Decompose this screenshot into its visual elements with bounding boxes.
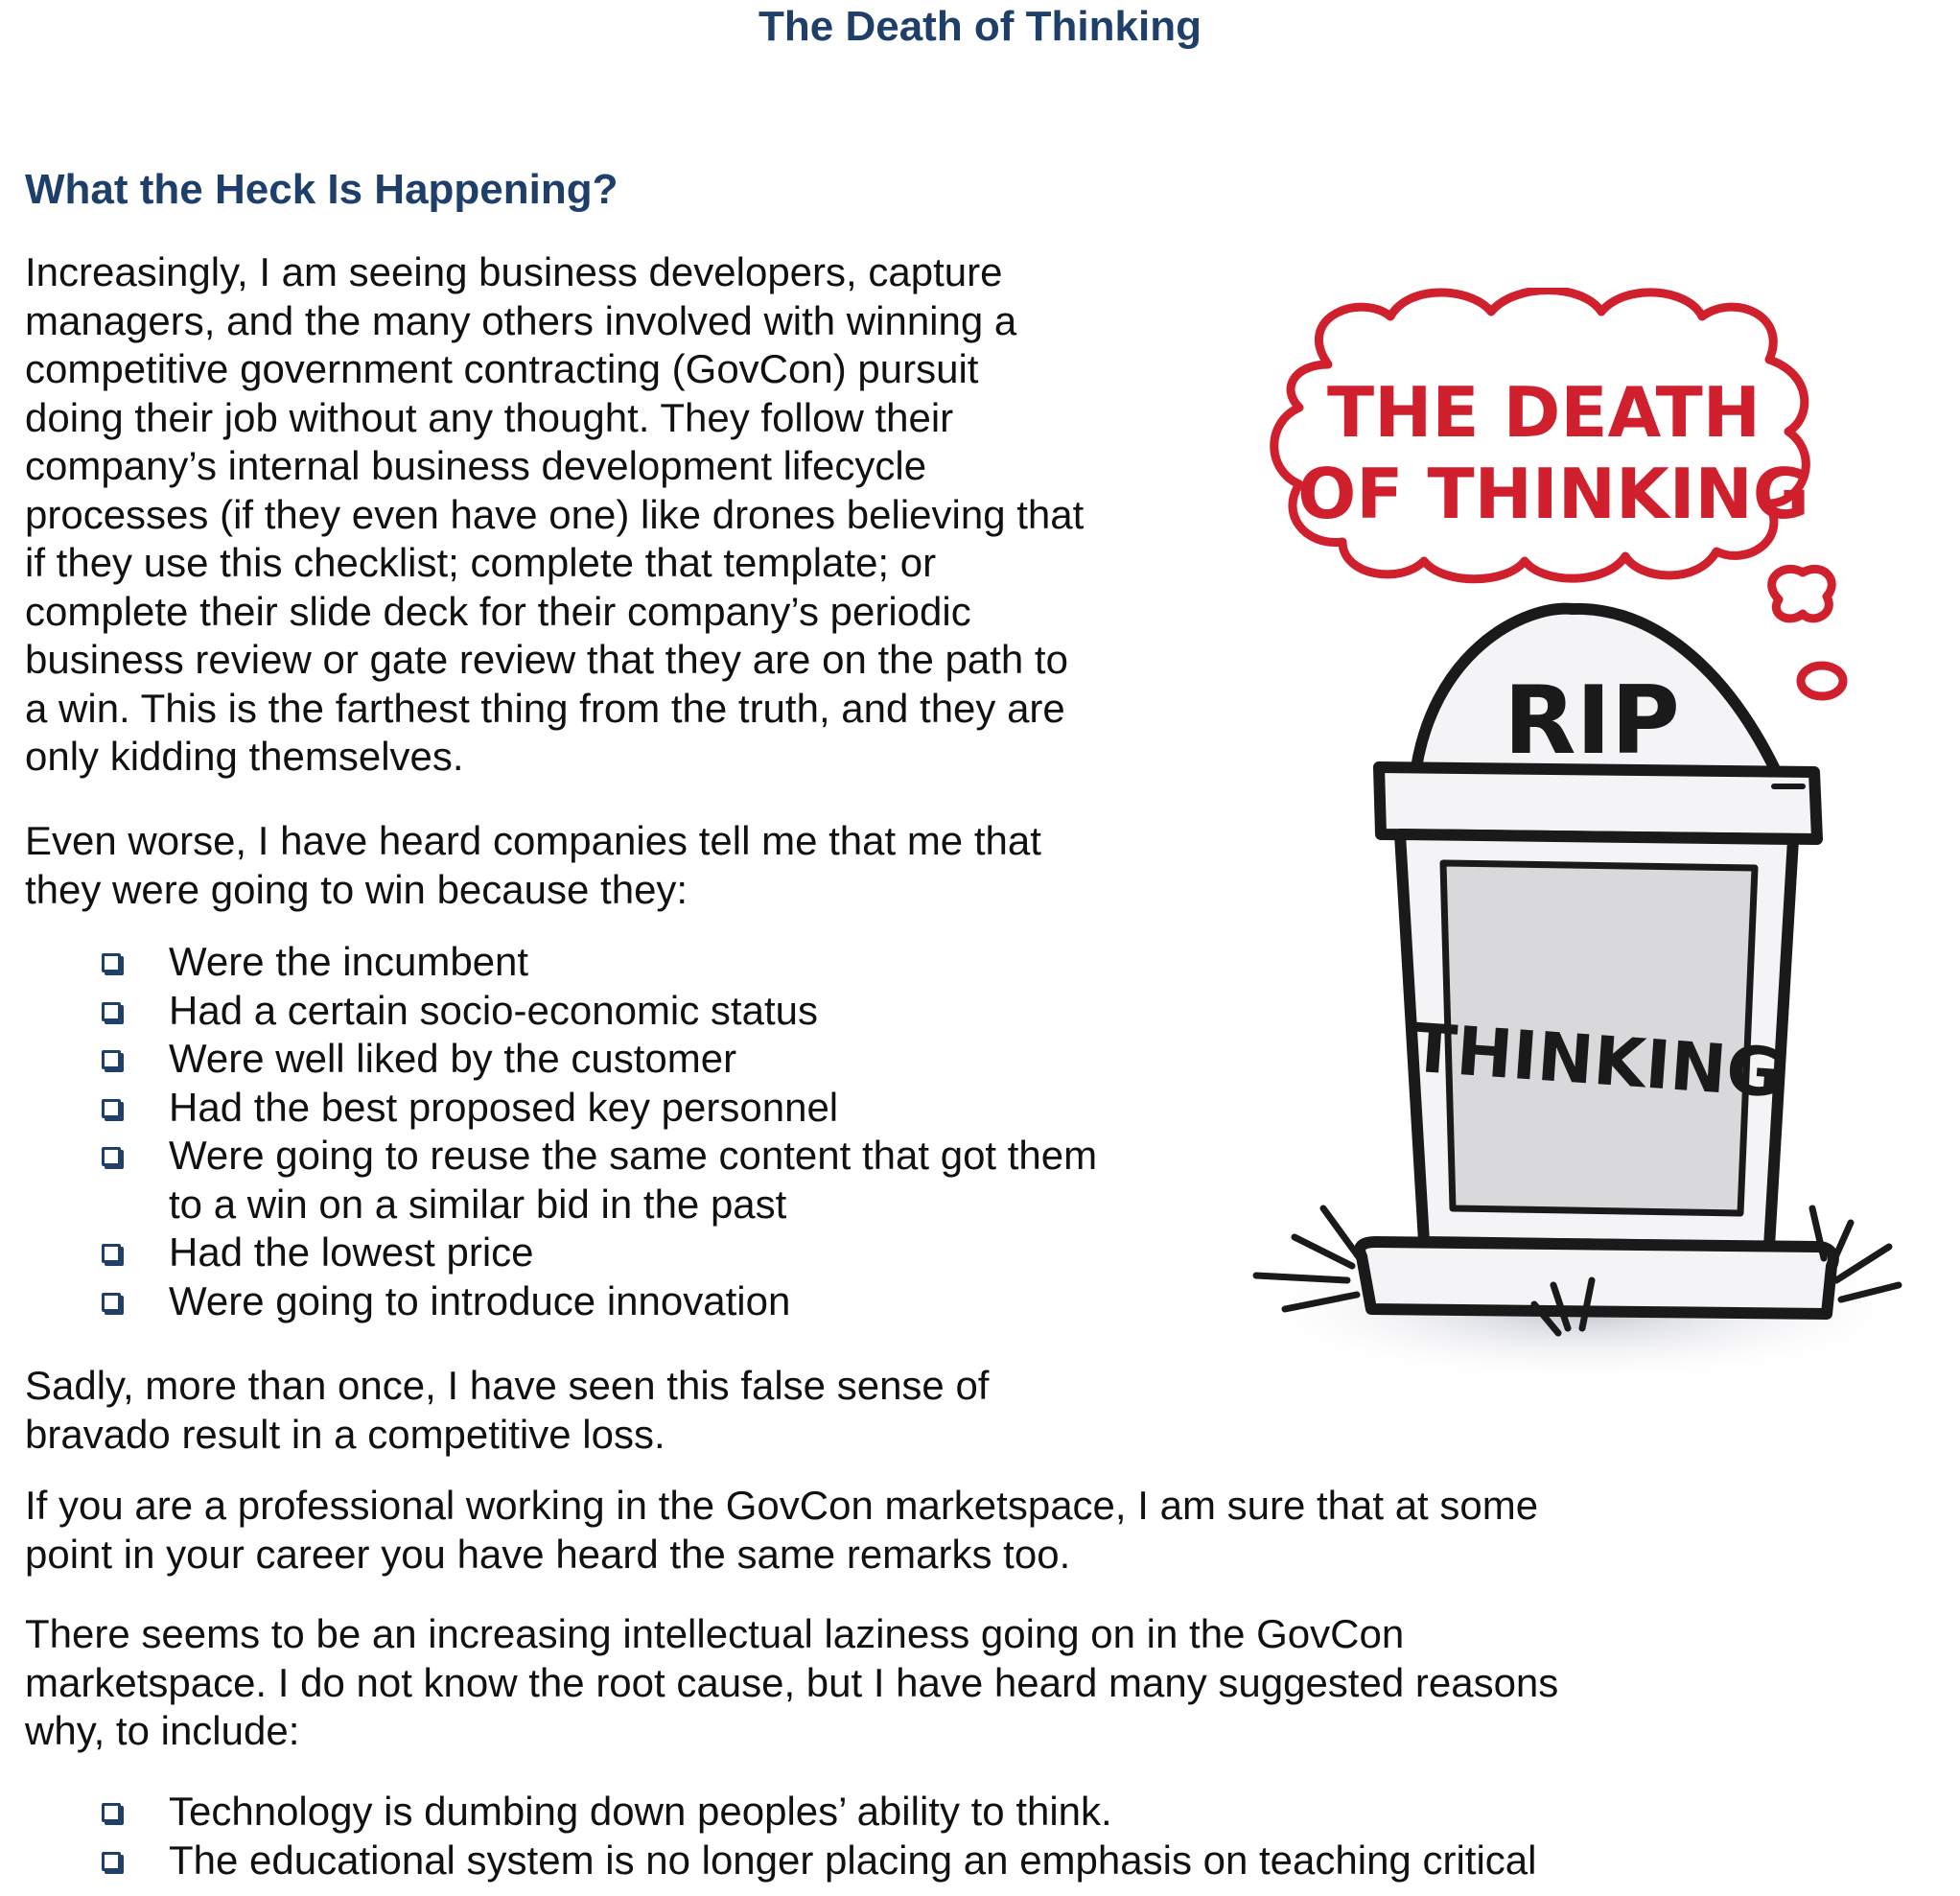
worse-paragraph-line: Even worse, I have heard companies tell me that me that xyxy=(25,818,1041,863)
intro-paragraph-line: doing their job without any thought. They follow their xyxy=(25,394,954,440)
intro-paragraph-line: if they use this checklist; complete that template; or xyxy=(25,540,937,585)
tombstone-thinking-text: THINKING xyxy=(1408,1008,1785,1113)
sadly-paragraph-line: Sadly, more than once, I have seen this false sense of xyxy=(25,1363,990,1408)
list-item: Were the incumbent xyxy=(96,938,1097,987)
list-item: Had the best proposed key personnel xyxy=(96,1084,1097,1133)
sadly-paragraph-line: bravado result in a competitive loss. xyxy=(25,1411,665,1457)
checkbox-bullet-icon xyxy=(102,1803,121,1822)
win-reasons-list xyxy=(96,938,1097,1325)
intro-paragraph xyxy=(25,248,1084,782)
list-item: Had the lowest price xyxy=(96,1229,1097,1277)
laziness-paragraph xyxy=(25,1610,1558,1756)
list-item: Had a certain socio-economic status xyxy=(96,987,1097,1036)
bubble-text-line1: THE DEATH xyxy=(1326,372,1762,453)
checkbox-bullet-icon xyxy=(102,1293,121,1312)
sadly-paragraph xyxy=(25,1362,989,1459)
checkbox-bullet-icon xyxy=(102,953,121,972)
checkbox-bullet-icon xyxy=(102,1147,121,1166)
laziness-paragraph-line: There seems to be an increasing intellectual laziness going on in the GovCon xyxy=(25,1611,1405,1656)
worse-paragraph-line: they were going to win because they: xyxy=(25,866,688,912)
checkbox-bullet-icon xyxy=(102,1002,121,1021)
intro-paragraph-line: Increasingly, I am seeing business developers, capture xyxy=(25,249,1003,294)
list-item: Technology is dumbing down peoples’ ability to think. xyxy=(96,1788,1536,1837)
list-item: The educational system is no longer placing an emphasis on teaching critical xyxy=(96,1837,1536,1885)
intro-paragraph-line: company’s internal business development lifecycle xyxy=(25,443,927,488)
bubble-text-line2: OF THINKING xyxy=(1297,454,1809,534)
suggested-reasons-list xyxy=(96,1788,1536,1884)
list-item: Were going to reuse the same content that got them to a win on a similar bid in the past xyxy=(96,1132,1097,1229)
professional-paragraph xyxy=(25,1482,1538,1579)
professional-paragraph-line: If you are a professional working in the GovCon marketspace, I am sure that at some xyxy=(25,1483,1539,1528)
checkbox-bullet-icon xyxy=(102,1099,121,1118)
checkbox-bullet-icon xyxy=(102,1050,121,1069)
worse-paragraph xyxy=(25,817,1041,914)
intro-paragraph-line: competitive government contracting (GovCon) pursuit xyxy=(25,346,979,391)
intro-paragraph-line: complete their slide deck for their company’s periodic xyxy=(25,588,971,634)
list-item: Were going to introduce innovation xyxy=(96,1277,1097,1326)
laziness-paragraph-line: marketspace. I do not know the root cause, but I have heard many suggested reasons xyxy=(25,1659,1559,1705)
intro-paragraph-line: managers, and the many others involved with winning a xyxy=(25,297,1017,343)
checkbox-bullet-icon xyxy=(102,1852,121,1871)
document-title: The Death of Thinking xyxy=(758,3,1202,50)
death-of-thinking-illustration xyxy=(1237,288,1937,1419)
intro-paragraph-line: only kidding themselves. xyxy=(25,734,464,779)
list-item: Were well liked by the customer xyxy=(96,1035,1097,1084)
professional-paragraph-line: point in your career you have heard the same remarks too. xyxy=(25,1531,1071,1577)
intro-paragraph-line: a win. This is the farthest thing from the truth, and they are xyxy=(25,685,1065,731)
section-heading: What the Heck Is Happening? xyxy=(25,166,618,213)
tombstone-rip-text: RIP xyxy=(1504,667,1680,776)
checkbox-bullet-icon xyxy=(102,1244,121,1263)
laziness-paragraph-line: why, to include: xyxy=(25,1708,300,1753)
intro-paragraph-line: processes (if they even have one) like drones believing that xyxy=(25,491,1085,537)
intro-paragraph-line: business review or gate review that they are on the path to xyxy=(25,637,1068,682)
